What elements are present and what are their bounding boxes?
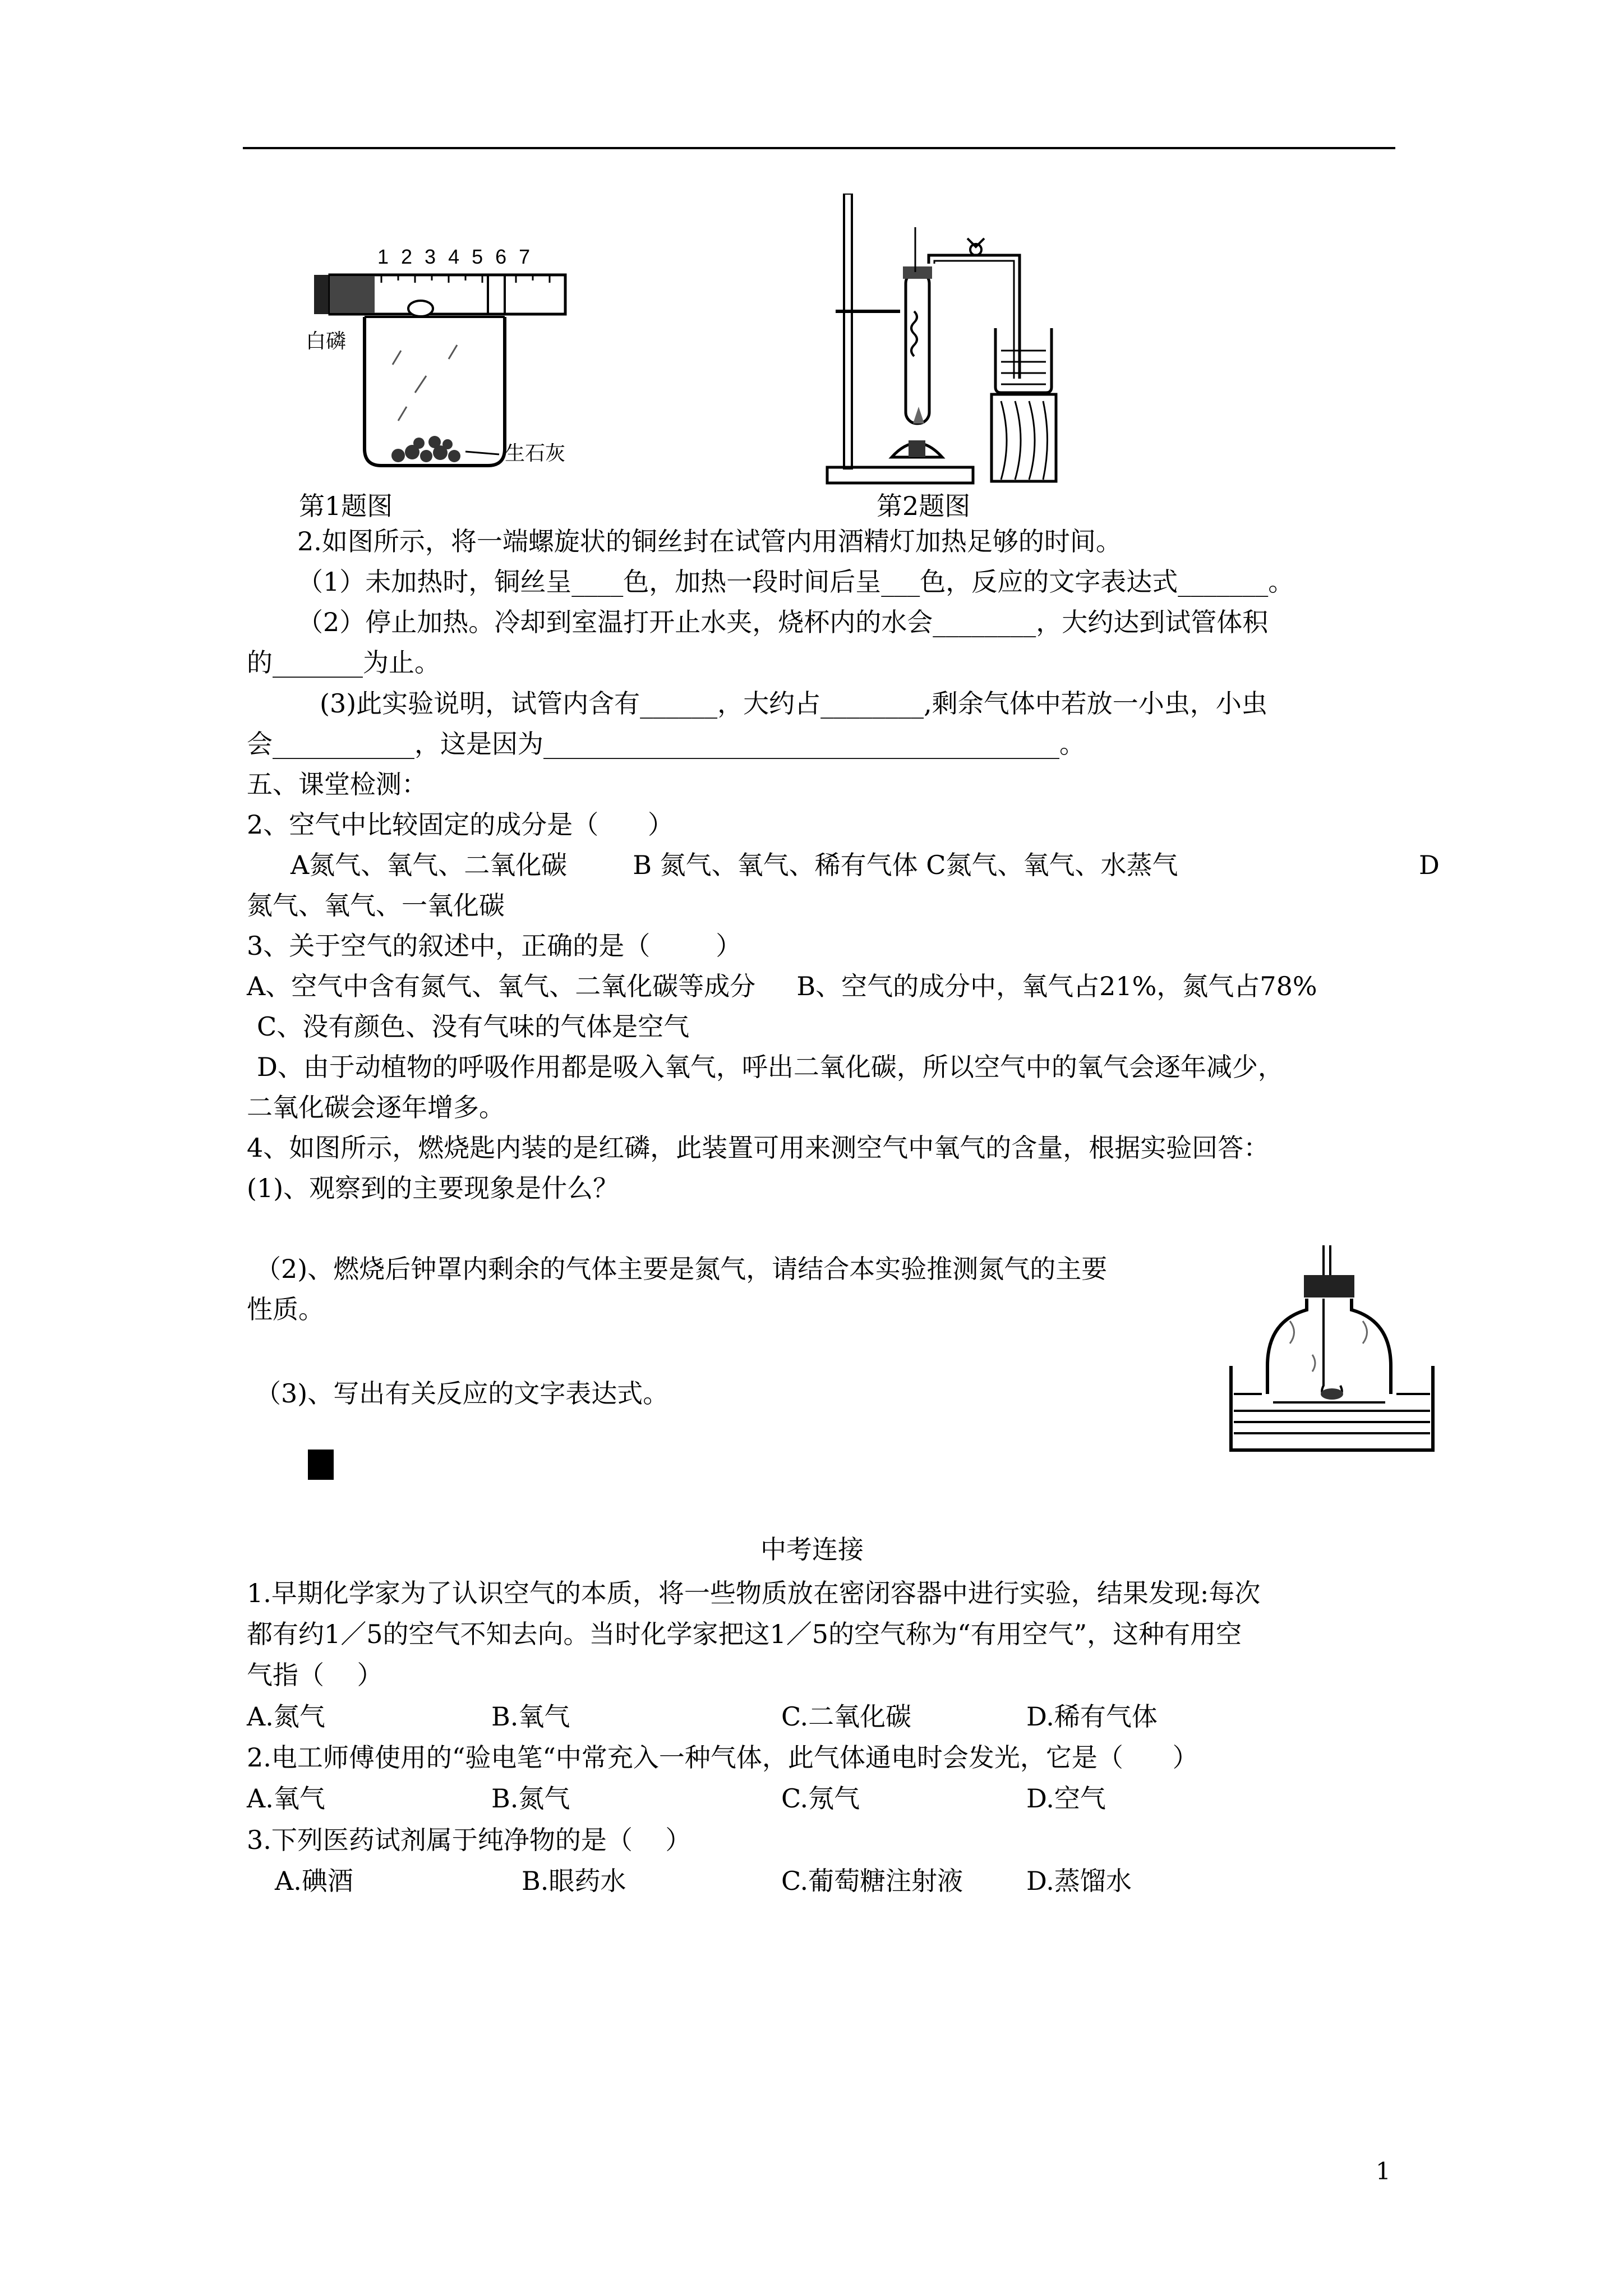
zk-q2-option-c: C.氖气	[781, 1783, 860, 1814]
zk-q1-option-d: D.稀有气体	[1026, 1701, 1158, 1732]
zk-q1-cont2: 气指（ ）	[247, 1660, 383, 1690]
section-classroom-test: 五、课堂检测：	[247, 769, 427, 799]
q2-part3-cont: 会___________，这是因为________________________________________。	[247, 729, 1085, 759]
figure-2-caption: 第2题图	[877, 491, 971, 521]
q2-part3: (3)此实验说明，试管内含有______，大约占________,剩余气体中若放一小虫，小虫	[320, 688, 1267, 719]
q2-part2-cont: 的_______为止。	[247, 647, 440, 678]
zk-q3-option-d: D.蒸馏水	[1026, 1866, 1132, 1896]
zk-q1-cont1: 都有约1／5的空气不知去向。当时化学家把这1／5的空气称为“有用空气”，这种有用空	[247, 1619, 1242, 1649]
header-rule	[243, 147, 1395, 149]
label-white-phosphorus: 白磷	[306, 329, 347, 352]
test-q2-options: A氮气、氧气、二氧化碳 B 氮气、氧气、稀有气体 C氮气、氧气、水蒸气	[291, 850, 1178, 880]
test-q4-part1: (1)、观察到的主要现象是什么？	[247, 1173, 619, 1203]
test-q3-c: C、没有颜色、没有气味的气体是空气	[257, 1011, 690, 1042]
black-square-marker	[308, 1450, 334, 1480]
label-quicklime: 生石灰	[505, 441, 566, 464]
section-zhongkao: 中考连接	[760, 1534, 864, 1565]
zk-q1-option-a: A.氮气	[247, 1701, 325, 1732]
zk-q3-option-c: C.葡萄糖注射液	[781, 1866, 963, 1896]
zk-q1-option-b: B.氧气	[491, 1701, 570, 1732]
test-q3-d: D、由于动植物的呼吸作用都是吸入氧气，呼出二氧化碳，所以空气中的氧气会逐年减少，	[257, 1052, 1284, 1082]
zk-q2: 2.电工师傅使用的“验电笔“中常充入一种气体，此气体通电时会发光，它是（ ）	[247, 1742, 1198, 1773]
zk-q2-option-a: A.氧气	[247, 1783, 325, 1814]
zk-q2-option-d: D.空气	[1026, 1783, 1106, 1814]
test-q2-option-d-label: D	[1419, 850, 1440, 880]
q2-part1: （1）未加热时，铜丝呈____色，加热一段时间后呈___色，反应的文字表达式_______。	[297, 567, 1294, 597]
figure-4-diagram	[1228, 1243, 1436, 1456]
figure-2-diagram	[824, 194, 1071, 491]
zk-q1: 1.早期化学家为了认识空气的本质，将一些物质放在密闭容器中进行实验，结果发现:每次	[247, 1578, 1261, 1608]
figure-1-diagram	[303, 236, 594, 482]
zk-q1-option-c: C.二氧化碳	[781, 1701, 912, 1732]
zk-q3: 3.下列医药试剂属于纯净物的是（ ）	[247, 1825, 691, 1855]
test-q2-option-d: 氮气、氧气、一氧化碳	[247, 890, 505, 921]
test-q2: 2、空气中比较固定的成分是（ ）	[247, 809, 674, 840]
test-q3-ab: A、空气中含有氮气、氧气、二氧化碳等成分 B、空气的成分中，氧气占21%，氮气占78%	[247, 971, 1317, 1001]
test-q4: 4、如图所示，燃烧匙内装的是红磷，此装置可用来测空气中氧气的含量，根据实验回答：	[247, 1133, 1270, 1163]
zk-q2-option-b: B.氮气	[491, 1783, 570, 1814]
q2-stem: 2.如图所示，将一端螺旋状的铜丝封在试管内用酒精灯加热足够的时间。	[297, 526, 1122, 556]
test-q4-part2-cont: 性质。	[247, 1294, 324, 1324]
zk-q3-option-a: A.碘酒	[275, 1866, 353, 1896]
page-number: 1	[1376, 2157, 1391, 2185]
test-q4-part2: （2)、燃烧后钟罩内剩余的气体主要是氮气，请结合本实验推测氮气的主要	[255, 1254, 1108, 1284]
figure-1-caption: 第1题图	[299, 491, 393, 521]
test-q3-d-cont: 二氧化碳会逐年增多。	[247, 1092, 505, 1122]
ruler-numbers: 1 2 3 4 5 6 7	[377, 245, 534, 268]
zk-q3-option-b: B.眼药水	[522, 1866, 626, 1896]
test-q4-part3: （3)、写出有关反应的文字表达式。	[255, 1378, 669, 1409]
test-q3: 3、关于空气的叙述中，正确的是（ ）	[247, 931, 742, 961]
q2-part2: （2）停止加热。冷却到室温打开止水夹，烧杯内的水会________，大约达到试管体积	[297, 607, 1269, 637]
